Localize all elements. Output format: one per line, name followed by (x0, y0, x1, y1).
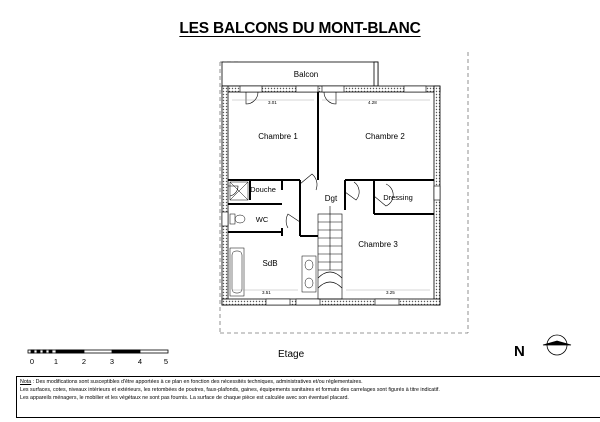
scale-label-4: 4 (137, 357, 143, 366)
room-label-balcon: Balcon (293, 70, 319, 79)
room-label-wc: WC (255, 215, 269, 224)
washbasins (302, 256, 316, 292)
room-label-chambre3: Chambre 3 (358, 240, 398, 249)
dim-bottom-right: 3.25 (386, 290, 395, 295)
dim-top-right: 4.28 (368, 100, 377, 105)
scale-labels (28, 357, 168, 367)
note-line-3: Les appareils ménagers, le mobilier et les végétaux ne sont pas fournis. La surface de chaque pièce est calculée avec son éventuel placard. (20, 395, 349, 401)
room-label-dressing: Dressing (383, 193, 413, 202)
level-label: Etage (278, 349, 305, 360)
note-line-1 (20, 378, 597, 386)
scale-label-0: 0 (29, 357, 35, 366)
shower-tray (230, 182, 248, 200)
scale-label-5: 5 (163, 357, 169, 366)
compass-icon (543, 335, 571, 355)
scale-label-3: 3 (109, 357, 115, 366)
dim-top-left: 3.01 (268, 100, 277, 105)
note-label: Nota (20, 379, 32, 385)
scale-bar (28, 350, 168, 353)
toilet (230, 214, 245, 224)
door-swings (228, 92, 393, 228)
room-label-chambre2: Chambre 2 (365, 132, 405, 141)
room-label-chambre1: Chambre 1 (258, 132, 298, 141)
room-label-dgt: Dgt (324, 194, 338, 203)
scale-label-2: 2 (81, 357, 87, 366)
staircase (318, 206, 342, 299)
room-label-douche: Douche (250, 185, 276, 194)
scale-label-1: 1 (53, 357, 59, 366)
plan-title-text: LES BALCONS DU MONT-BLANC (179, 20, 421, 37)
dim-bottom-left: 3.51 (262, 290, 271, 295)
bathtub (230, 248, 244, 296)
north-label: N (514, 343, 525, 360)
room-label-sdb: SdB (262, 259, 278, 268)
note-line-2: Les surfaces, cotes, niveaux intérieurs et extérieurs, les retombées de poutres, faux-plafonds, gaines, équipements sanitaires et formats des carrelages sont figurés à titre indicatif. (20, 387, 440, 393)
notes-box (16, 376, 600, 418)
note-line-1-text: : Des modifications sont susceptibles d'être apportées à ce plan en fonction des nécessités techniques, administratives et/ou réglementaires. (31, 379, 363, 385)
